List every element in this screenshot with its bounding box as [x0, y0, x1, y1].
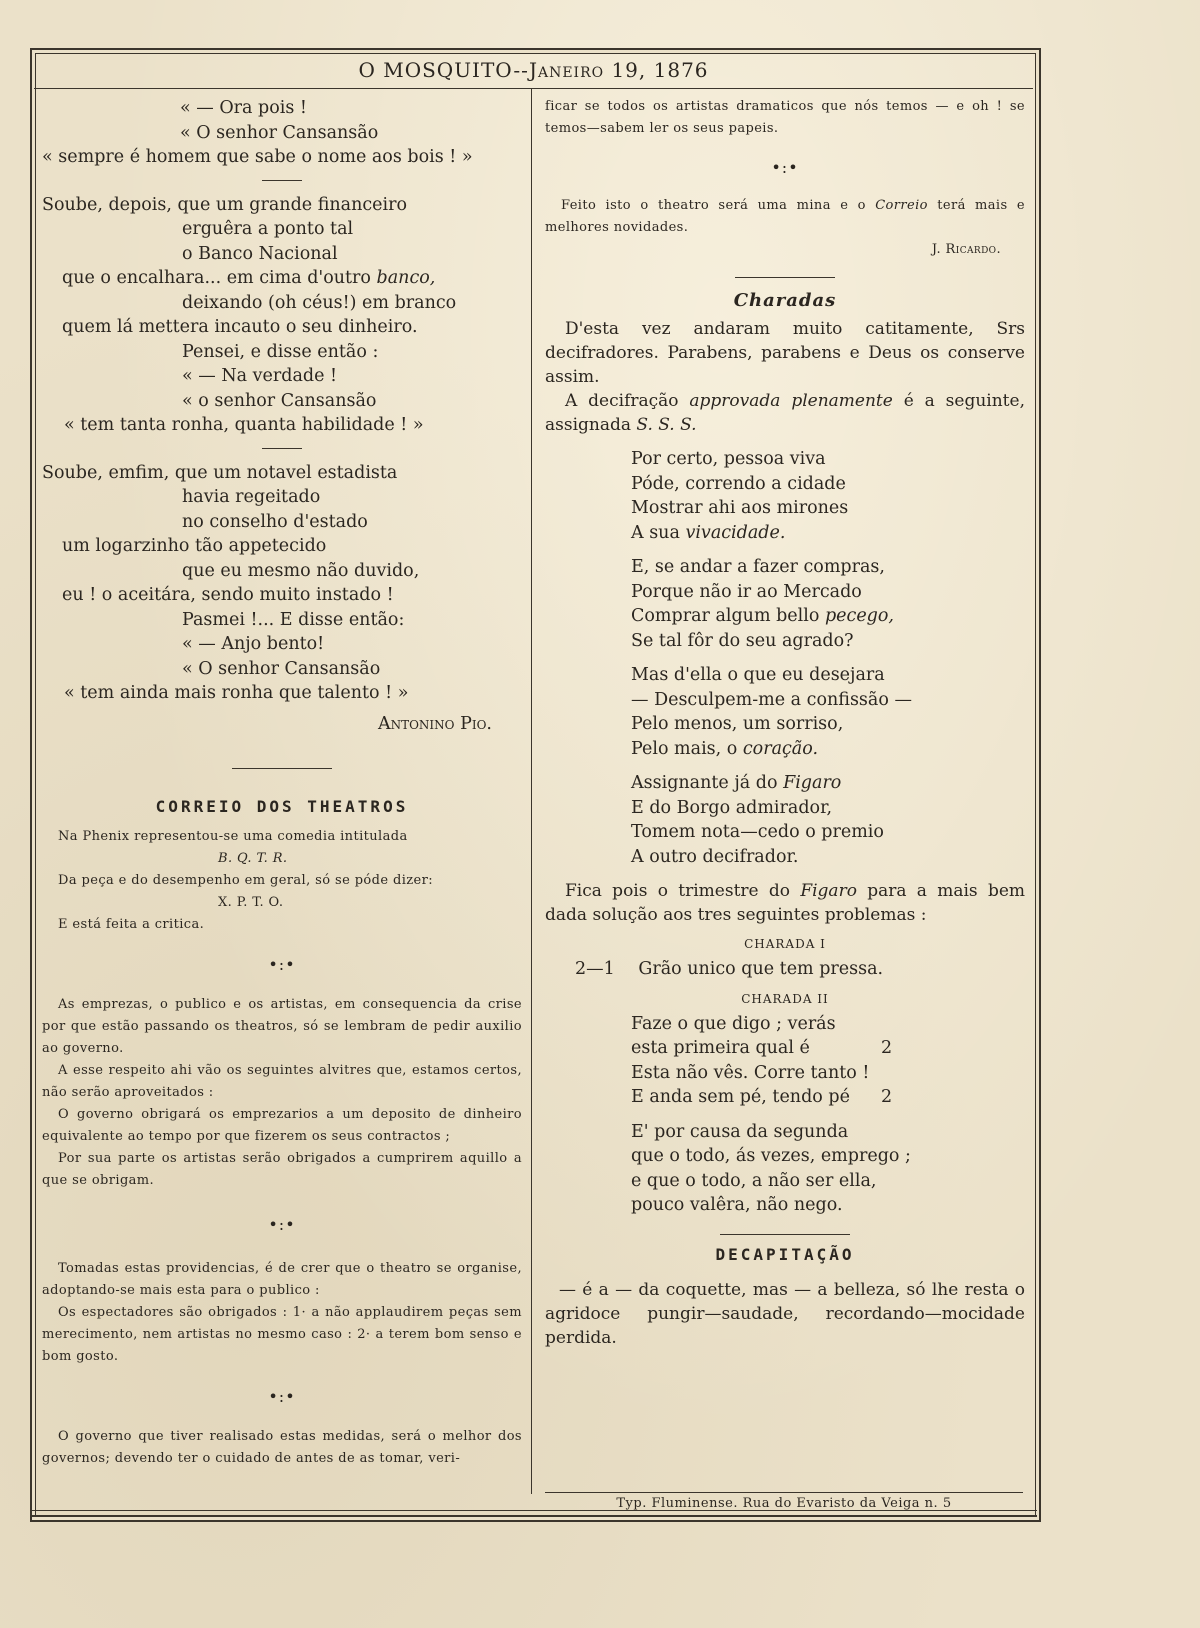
verse-line: « o senhor Cansansão — [182, 390, 377, 411]
paragraph: Os espectadores são obrigados : 1· a não applaudirem peças sem merecimento, nem artistas no mesmo caso : 2· a terem bom senso e bom gosto. — [42, 1305, 522, 1364]
verse-line: « — Na verdade ! — [182, 366, 338, 386]
verse-stanza-2 — [42, 193, 522, 438]
ornament: •:• — [268, 1215, 296, 1234]
italic-text: Correio — [875, 198, 928, 213]
verse-line: E, se andar a fazer compras, — [631, 557, 885, 577]
header-date: 19, 1876 — [604, 58, 709, 82]
verse-line: « sempre é homem que sabe o nome aos bois ! » — [42, 147, 473, 167]
verse-line — [631, 1085, 1025, 1110]
bottom-border — [30, 1510, 1037, 1517]
verse-line: e que o todo, a não ser ella, — [631, 1170, 877, 1191]
verse-line: Póde, correndo a cidade — [631, 473, 846, 494]
fica-paragraph — [545, 879, 1025, 927]
charada-1-text: Grão unico que tem pressa. — [638, 959, 884, 979]
signature-ricardo: J. Ricardo. — [931, 242, 1001, 257]
text: Fica pois o trimestre do — [565, 881, 801, 901]
italic-text: S. S. S. — [636, 415, 697, 435]
verse-stanza-1 — [42, 96, 522, 170]
right-column — [545, 96, 1025, 1350]
correio-title: CORREIO DOS THEATROS — [155, 797, 409, 816]
verse-line: eu ! o aceitára, sendo muito instado ! — [62, 585, 394, 605]
paragraph: A esse respeito ahi vão os seguintes alvitres que, estamos certos, não serão aproveitados : — [42, 1063, 522, 1100]
verse-line: Por certo, pessoa viva — [631, 449, 826, 469]
verse-line — [631, 737, 1025, 762]
divider — [735, 277, 835, 278]
text: terá mais e melhores novidades. — [545, 198, 1025, 235]
divider — [720, 1234, 850, 1235]
verse-line: o Banco Nacional — [182, 243, 338, 264]
text: A sua — [631, 522, 686, 543]
syllable-count: 2 — [881, 1087, 893, 1107]
verse-line — [42, 266, 522, 291]
verse-line: « tem tanta ronha, quanta habilidade ! » — [64, 415, 424, 435]
divider — [262, 180, 302, 181]
verse-line: Faze o que digo ; verás — [631, 1013, 836, 1034]
verse-line: que o todo, ás vezes, emprego ; — [631, 1146, 911, 1166]
charadas-intro-2 — [545, 389, 1025, 437]
text: E anda sem pé, tendo pé — [631, 1087, 850, 1107]
column-divider — [531, 89, 532, 1494]
verse-stanza-3 — [42, 461, 522, 706]
verse-text: que o encalhara... em cima d'outro — [62, 268, 377, 288]
left-column — [42, 96, 522, 1470]
decapitacao-text: — é a — da coquette, mas — a belleza, só lhe resta o agridoce pungir—saudade, recordando—mocidade perdida. — [545, 1279, 1025, 1348]
text: esta primeira qual é — [631, 1038, 810, 1058]
charada-2-stanza-b — [545, 1120, 1025, 1218]
text: Assignante já do — [631, 773, 784, 793]
paragraph: As emprezas, o publico e os artistas, em consequencia da crise por que estão passando os theatros, só se lembram de pedir auxilio ao governo. — [42, 997, 522, 1056]
verse-line — [631, 604, 1025, 629]
stanza-3 — [545, 663, 1025, 761]
ornament: •:• — [771, 158, 799, 177]
italic-text: coração. — [742, 738, 819, 759]
verse-line: A outro decifrador. — [631, 846, 799, 867]
italic-text: vivacidade. — [685, 522, 786, 543]
code-line: X. P. T. O. — [218, 895, 284, 910]
text: A decifração — [565, 391, 690, 411]
verse-line: Soube, emfim, que um notavel estadista — [42, 462, 398, 483]
verse-line: Pensei, e disse então : — [182, 341, 379, 362]
paragraph: O governo que tiver realisado estas medidas, será o melhor dos governos; devendo ter o cuidado de antes de as tomar, veri- — [42, 1429, 522, 1466]
paragraph — [545, 195, 1025, 239]
text: Comprar algum bello — [631, 606, 825, 626]
charada-2 — [545, 1012, 1025, 1110]
correio-continuation: ficar se todos os artistas dramaticos que nós temos — e oh ! se temos—sabem ler os seus papeis. — [545, 99, 1025, 136]
charadas-title: Charadas — [733, 290, 837, 311]
paragraph: Por sua parte os artistas serão obrigados a cumprirem aquillo a que se obrigam. — [42, 1151, 522, 1188]
paragraph: Na Phenix representou-se uma comedia intitulada — [58, 829, 408, 844]
verse-line — [631, 1036, 1025, 1061]
verse-line: Mostrar ahi aos mirones — [631, 498, 849, 518]
code-line: B. Q. T. R. — [218, 851, 288, 866]
italic-text: Figaro — [783, 773, 842, 793]
paragraph: Tomadas estas providencias, é de crer que o theatro se organise, adoptando-se mais esta para o publico : — [42, 1261, 522, 1298]
decapitacao-title: DECAPITAÇÃO — [715, 1244, 855, 1264]
verse-line: « O senhor Cansansão — [182, 658, 381, 679]
footer-rule — [545, 1492, 1023, 1493]
charada-2-label: CHARADA II — [741, 991, 829, 1006]
paragraph: O governo obrigará os emprezarios a um deposito de dinheiro equivalente ao tempo por que fizerem os seus contractos ; — [42, 1107, 522, 1144]
text: para a mais bem dada solução aos tres seguintes problemas : — [545, 881, 1026, 925]
verse-line: pouco valêra, não nego. — [631, 1195, 843, 1215]
verse-line: Pelo menos, um sorriso, — [631, 714, 844, 734]
verse-line: no conselho d'estado — [182, 511, 368, 532]
verse-line: quem lá mettera incauto o seu dinheiro. — [62, 317, 418, 337]
verse-line: Porque não ir ao Mercado — [631, 581, 862, 602]
signature-antonino: Antonino Pio. — [377, 713, 492, 734]
italic-text: Figaro — [800, 881, 857, 901]
verse-line: um logarzinho tão appetecido — [62, 536, 327, 556]
divider — [232, 768, 332, 769]
verse-line — [631, 771, 1025, 796]
verse-line: Se tal fôr do seu agrado? — [631, 630, 854, 651]
correio-body — [42, 826, 522, 1470]
verse-line: « O senhor Cansansão — [180, 122, 379, 143]
verse-line: E do Borgo admirador, — [631, 797, 833, 818]
verse-line: havia regeitado — [182, 487, 321, 507]
page-header — [34, 52, 1033, 89]
verse-line: E' por causa da segunda — [631, 1121, 849, 1142]
header-month: Janeiro — [528, 58, 605, 82]
printer-footer: Typ. Fluminense. Rua do Evaristo da Veiga n. 5 — [616, 1496, 952, 1511]
verse-italic: banco, — [376, 268, 436, 288]
stanza-2 — [545, 555, 1025, 653]
verse-line: Mas d'ella o que eu desejara — [631, 665, 885, 685]
stanza-1 — [545, 447, 1025, 545]
verse-line: Soube, depois, que um grande financeiro — [42, 194, 407, 215]
paragraph: Da peça e do desempenho em geral, só se póde dizer: — [58, 873, 434, 888]
charada-1-number: 2—1 — [575, 959, 615, 979]
verse-line: erguêra a ponto tal — [182, 219, 354, 239]
verse-line: Pasmei !... E disse então: — [182, 609, 405, 630]
text: Feito isto o theatro será uma mina e o — [561, 198, 876, 213]
text: Pelo mais, o — [631, 738, 743, 759]
verse-line: « — Anjo bento! — [182, 634, 325, 654]
charadas-intro: D'esta vez andaram muito catitamente, Srs decifradores. Parabens, parabens e Deus os conserve assim. — [545, 319, 1025, 387]
charada-1-label: CHARADA I — [744, 937, 826, 951]
charada-1 — [545, 957, 1025, 982]
verse-line: deixando (oh céus!) em branco — [182, 292, 457, 313]
paragraph: E está feita a critica. — [58, 917, 205, 932]
verse-line: « tem ainda mais ronha que talento ! » — [64, 683, 409, 703]
verse-line: Esta não vês. Corre tanto ! — [631, 1062, 870, 1083]
text: é a seguinte, assignada — [545, 391, 1025, 435]
header-title: O MOSQUITO-- — [358, 58, 529, 82]
verse-line: — Desculpem-me a confissão — — [631, 689, 912, 710]
ornament: •:• — [268, 955, 296, 974]
syllable-count: 2 — [881, 1038, 893, 1058]
stanza-4 — [545, 771, 1025, 869]
verse-line — [631, 521, 1025, 546]
verse-line: « — Ora pois ! — [180, 98, 307, 118]
italic-text: approvada plenamente — [689, 391, 893, 411]
verse-line: Tomem nota—cedo o premio — [631, 822, 884, 842]
divider — [262, 448, 302, 449]
verse-line: que eu mesmo não duvido, — [182, 560, 420, 581]
italic-text: pecego, — [824, 606, 894, 626]
ornament: •:• — [268, 1387, 296, 1406]
